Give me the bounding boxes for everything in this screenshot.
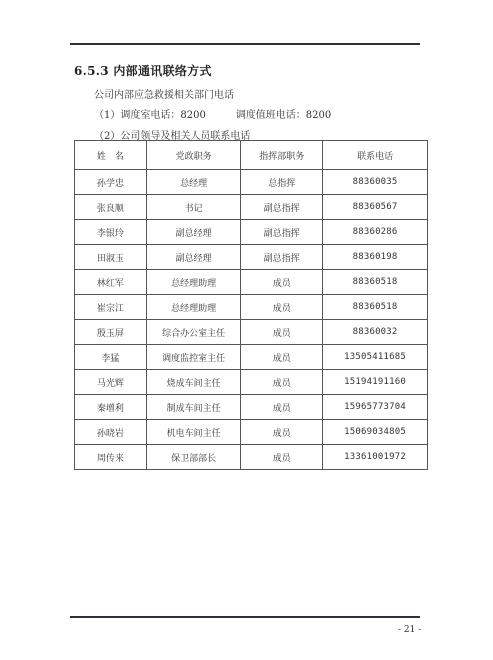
table-row (75, 370, 428, 395)
phone-cell: 88360032 (323, 320, 428, 345)
phone-cell: 15194191160 (323, 370, 428, 395)
name-cell: 田淑玉 (75, 245, 147, 270)
table-row (75, 420, 428, 445)
party-position-cell: 总经理助理 (146, 270, 241, 295)
party-position-cell: 书记 (146, 195, 241, 220)
header-name: 姓 名 (75, 141, 147, 170)
contacts-table (74, 140, 428, 470)
phone-cell: 15965773704 (323, 395, 428, 420)
page-number: - 21 - (398, 625, 422, 635)
name-cell: 张良顺 (75, 195, 147, 220)
command-role-cell: 总指挥 (241, 170, 323, 195)
header-phone: 联系电话 (323, 141, 428, 170)
phone-cell: 88360567 (323, 195, 428, 220)
leaders-caption: （2）公司领导及相关人员联系电话 (94, 131, 251, 142)
party-position-cell: 副总经理 (146, 220, 241, 245)
table-row (75, 445, 428, 470)
phone-cell: 88360198 (323, 245, 428, 270)
dispatch-room-phone: （1）调度室电话：8200 (94, 110, 206, 121)
table-row (75, 245, 428, 270)
table-row (75, 295, 428, 320)
phone-cell: 13505411685 (323, 345, 428, 370)
command-role-cell: 副总指挥 (241, 220, 323, 245)
name-cell: 孙晓岩 (75, 420, 147, 445)
phone-cell: 88360518 (323, 270, 428, 295)
name-cell: 孙学忠 (75, 170, 147, 195)
table-body (75, 170, 428, 470)
party-position-cell: 调度监控室主任 (146, 345, 241, 370)
party-position-cell: 副总经理 (146, 245, 241, 270)
table-row (75, 195, 428, 220)
party-position-cell: 总经理 (146, 170, 241, 195)
party-position-cell: 机电车间主任 (146, 420, 241, 445)
table-row (75, 320, 428, 345)
dispatch-duty-phone: 调度值班电话：8200 (235, 110, 332, 121)
phone-cell: 15069034805 (323, 420, 428, 445)
name-cell: 马光辉 (75, 370, 147, 395)
command-role-cell: 成员 (241, 270, 323, 295)
party-position-cell: 综合办公室主任 (146, 320, 241, 345)
name-cell: 秦增利 (75, 395, 147, 420)
command-role-cell: 成员 (241, 370, 323, 395)
section-title: 6.5.3 内部通讯联络方式 (74, 64, 212, 78)
name-cell: 李银玲 (75, 220, 147, 245)
name-cell: 林红军 (75, 270, 147, 295)
header-command-role: 指挥部职务 (241, 141, 323, 170)
party-position-cell: 制成车间主任 (146, 395, 241, 420)
phone-cell: 88360518 (323, 295, 428, 320)
intro-text: 公司内部应急救援相关部门电话 (94, 90, 234, 101)
phone-cell: 88360286 (323, 220, 428, 245)
table-header-row (75, 141, 428, 170)
name-cell: 殷玉屏 (75, 320, 147, 345)
command-role-cell: 成员 (241, 420, 323, 445)
name-cell: 李猛 (75, 345, 147, 370)
table-row (75, 220, 428, 245)
command-role-cell: 副总指挥 (241, 195, 323, 220)
command-role-cell: 成员 (241, 345, 323, 370)
table-row (75, 270, 428, 295)
phone-cell: 13361001972 (323, 445, 428, 470)
name-cell: 周传来 (75, 445, 147, 470)
phone-cell: 88360035 (323, 170, 428, 195)
dispatch-line (94, 106, 331, 121)
party-position-cell: 总经理助理 (146, 295, 241, 320)
command-role-cell: 成员 (241, 395, 323, 420)
command-role-cell: 成员 (241, 295, 323, 320)
command-role-cell: 副总指挥 (241, 245, 323, 270)
party-position-cell: 保卫部部长 (146, 445, 241, 470)
header-party-position: 党政职务 (146, 141, 241, 170)
top-rule (70, 43, 420, 45)
table-row (75, 345, 428, 370)
party-position-cell: 烧成车间主任 (146, 370, 241, 395)
command-role-cell: 成员 (241, 320, 323, 345)
bottom-rule (70, 616, 420, 618)
name-cell: 崔宗江 (75, 295, 147, 320)
table-row (75, 170, 428, 195)
command-role-cell: 成员 (241, 445, 323, 470)
table-row (75, 395, 428, 420)
